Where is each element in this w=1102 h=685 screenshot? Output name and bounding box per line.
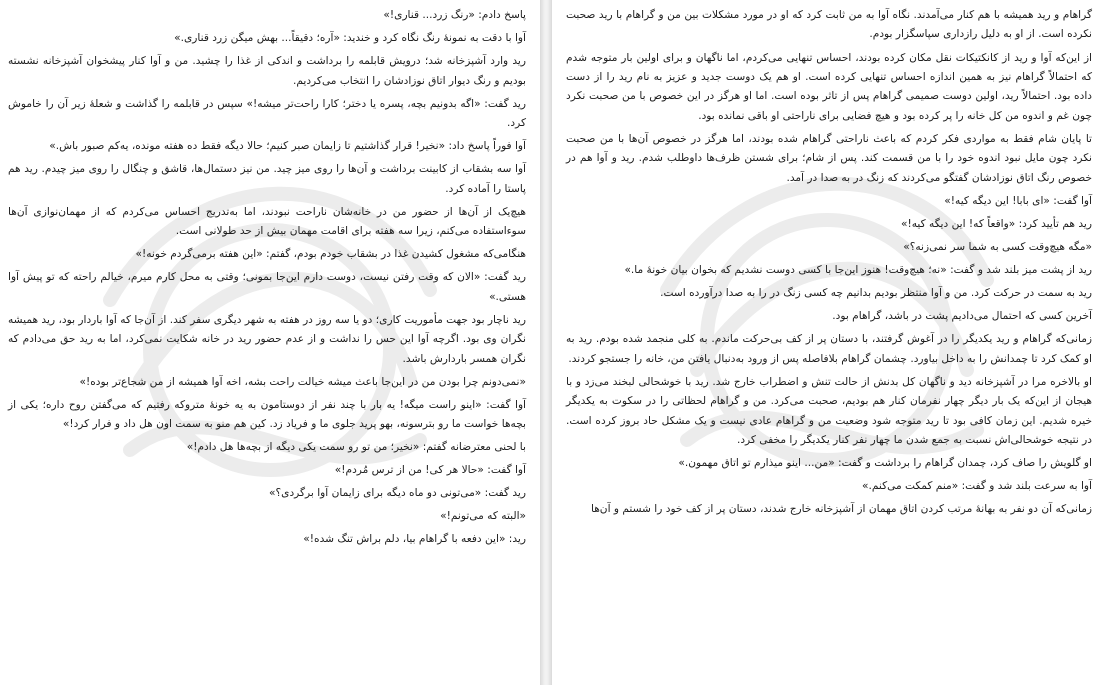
paragraph: گراهام و رید همیشه با هم کنار می‌آمدند. نگاه آوا به من ثابت کرد که او در مورد مشکلات بین من و گراهام با رید صحبت نکرده است. از او به دلیل رازداری سپاسگزار بودم.	[566, 9, 1092, 41]
paragraph: رید گفت: «می‌تونی دو ماه دیگه برای زایمان آوا برگردی؟»	[269, 487, 526, 500]
paragraph: آوا گفت: «حالا هر کی! من از ترس مُردم!»	[334, 464, 526, 477]
paragraph: آوا با دقت به نمونهٔ رنگ نگاه کرد و خندید: «آره؛ دقیقاً... بهش میگن زرد قناری.»	[174, 32, 526, 45]
paragraph: از این‌که آوا و رید از کانکتیکات نقل مکان کرده بودند، احساس تنهایی می‌کردم، اما ناگهان و برای اولین بار متوجه شدم که احتمالاً گراهام نیز به همین اندازه احساس تنهایی کرده است. او هم یک دوست جدید و عزیز به نام رید را از دست داده بود. احتمالاً رید، اولین دوست صمیمی گراهام پس از تاثر بوده است. اما او هرگز در این خصوص با من صحبت نکرد چون غم و اندوه من کل خانه را پر کرده بود و هیچ فضایی برای ناراحتی او باقی نمانده بود.	[566, 51, 1092, 122]
paragraph: رید گفت: «الان که وقت رفتن نیست، دوست دارم این‌جا بمونی؛ وقتی به محل کارم میرم، خیالم راحته که تو پیش آوا هستی.»	[8, 271, 526, 303]
left-page-text	[8, 6, 526, 553]
paragraph: «مگه هیچ‌وقت کسی به شما سر نمی‌زنه؟»	[903, 240, 1092, 253]
paragraph: هنگامی‌که مشغول کشیدن غذا در بشقاب خودم بودم، گفتم: «این هفته برمی‌گردم خونه!»	[135, 248, 526, 261]
paragraph: رید گفت: «اگه بدونیم بچه، پسره یا دختر؛ کارا راحت‌تر میشه!» سپس در قابلمه را گذاشت و شعلهٔ زیر آن را خاموش کرد.	[8, 97, 526, 130]
paragraph: پاسخ دادم: «رنگ زرد... قناری!»	[383, 9, 526, 21]
right-page-text	[566, 6, 1092, 523]
page-gutter	[540, 0, 552, 685]
paragraph: «نمی‌دونم چرا بودن من در این‌جا باعث میشه خیالت راحت بشه، اخه آوا همیشه از من شجاع‌تر بوده!»	[79, 375, 526, 388]
paragraph: او بالاخره مرا در آشپزخانه دید و ناگهان کل بدنش از حالت تنش و اضطراب خارج شد. رید با خوشحالی لبخند می‌زد و با هیجان از این‌که یک بار دیگر چهار نفرمان کنار هم بودیم، صحبت می‌کرد. من و گراهام لحظاتی را در سکوت به یکدیگر خیره شدیم. این زمان کافی بود تا رید متوجه شود وضعیت من و گراهام عادی نیست و یک مشکل حاد بروز کرده است. در نتیجه خوشحالی‌اش نسبت به جمع شدن ما چهار نفر کنار یکدیگر را مخفی کرد.	[566, 375, 1092, 446]
paragraph: رید ناچار بود جهت مأموریت کاری؛ دو یا سه روز در هفته به شهر دیگری سفر کند. از آن‌جا که آوا باردار بود، رید همیشه نگران وی بود. اگرچه آوا این حس را نداشت و از عدم حضور رید در خانه شکایت نمی‌کرد، اما به رید حق می‌دادم که نگران همسر باردارش باشد.	[8, 313, 526, 365]
paragraph: آوا گفت: «اینو راست میگه! یه بار با چند نفر از دوستامون به یه خونهٔ متروکه رفتیم که می‌گفتن روح داره؛ یکی از بچه‌ها خواست ما رو بترسونه، بهو پرید جلوی ما و فریاد زد. کین هم منو به سمت اون هل داد و فرار کرد!»	[8, 398, 526, 431]
left-page	[0, 0, 540, 685]
paragraph: هیچ‌یک از آن‌ها از حضور من در خانه‌شان ناراحت نبودند، اما به‌تدریج احساس می‌کردم که از مهمان‌نوازی آن‌ها سوءاستفاده می‌کنم، زیرا سه هفته برای اقامت مهمان بیش از حد طولانی است.	[8, 205, 526, 238]
paragraph: با لحنی معترضانه گفتم: «نخیر؛ من تو رو سمت یکی دیگه از بچه‌ها هل دادم!»	[186, 441, 526, 454]
paragraph: او گلویش را صاف کرد، چمدان گراهام را برداشت و گفت: «من... اینو میذارم تو اتاق مهمون.»	[678, 457, 1092, 470]
paragraph: آوا فوراً پاسخ داد: «نخیر! قرار گذاشتیم تا زایمان صبر کنیم؛ حالا دیگه فقط ده هفته مونده، یه‌کم صبور باش.»	[49, 140, 526, 153]
paragraph: رید وارد آشپزخانه شد؛ درویش قابلمه را برداشت و اندکی از غذا را چشید. من و آوا کنار پیشخوان آشپزخانه نشسته بودیم و رنگ دیوار اتاق نوزادشان را انتخاب می‌کردیم.	[8, 55, 526, 87]
paragraph: زمانی‌که گراهام و رید یکدیگر را در آغوش گرفتند، با دستان پر از کف بی‌حرکت ماندم. به کلی منجمد شده بودم. رید به او کمک کرد تا چمدانش را به داخل بیاورد. چشمان گراهام بلافاصله پس از ورود به‌دنبال یافتن من، خانه را جستجو کردند.	[566, 333, 1092, 365]
paragraph: آوا به سرعت بلند شد و گفت: «منم کمکت می‌کنم.»	[862, 480, 1092, 493]
paragraph: رید هم تأیید کرد: «واقعاً که! این دیگه کیه!»	[901, 217, 1092, 230]
paragraph: «البته که می‌تونم!»	[440, 510, 526, 523]
right-page	[552, 0, 1102, 685]
paragraph: آخرین کسی که احتمال می‌دادیم پشت در باشد، گراهام بود.	[832, 310, 1092, 323]
paragraph: رید به سمت در حرکت کرد. من و آوا منتظر بودیم بدانیم چه کسی زنگ در را به صدا درآورده است.	[660, 287, 1092, 300]
paragraph: آوا سه بشقاب از کابینت برداشت و آن‌ها را روی میز چید. من نیز دستمال‌ها، قاشق و چنگال را روی میز چیدم. رید هم پاستا را آماده کرد.	[8, 163, 526, 195]
paragraph: رید: «این دفعه با گراهام بیا، دلم براش تنگ شده!»	[303, 533, 526, 546]
paragraph: آوا گفت: «ای بابا! این دیگه کیه!»	[944, 194, 1092, 207]
paragraph: رید از پشت میز بلند شد و گفت: «نه؛ هیچ‌وقت! هنوز این‌جا با کسی دوست نشدیم که بخوان بیان خونهٔ ما.»	[624, 264, 1092, 276]
paragraph: زمانی‌که آن دو نفر به بهانهٔ مرتب کردن اتاق مهمان از آشپزخانه خارج شدند، دستان پر از کف خود را شستم و آن‌ها	[590, 503, 1092, 516]
paragraph: تا پایان شام فقط به مواردی فکر کردم که باعث ناراحتی گراهام شده بودند، اما هرگز در خصوص آن‌ها با من صحبت نکرد چون مایل نبود اندوه خود را با من قسمت کند. پس از شام؛ برای شستن ظرف‌ها داوطلب شدم. رید و آوا هم در خصوص رنگ اتاق نوزادشان گفتگو می‌کردند که زنگ در به صدا در آمد.	[566, 132, 1092, 184]
